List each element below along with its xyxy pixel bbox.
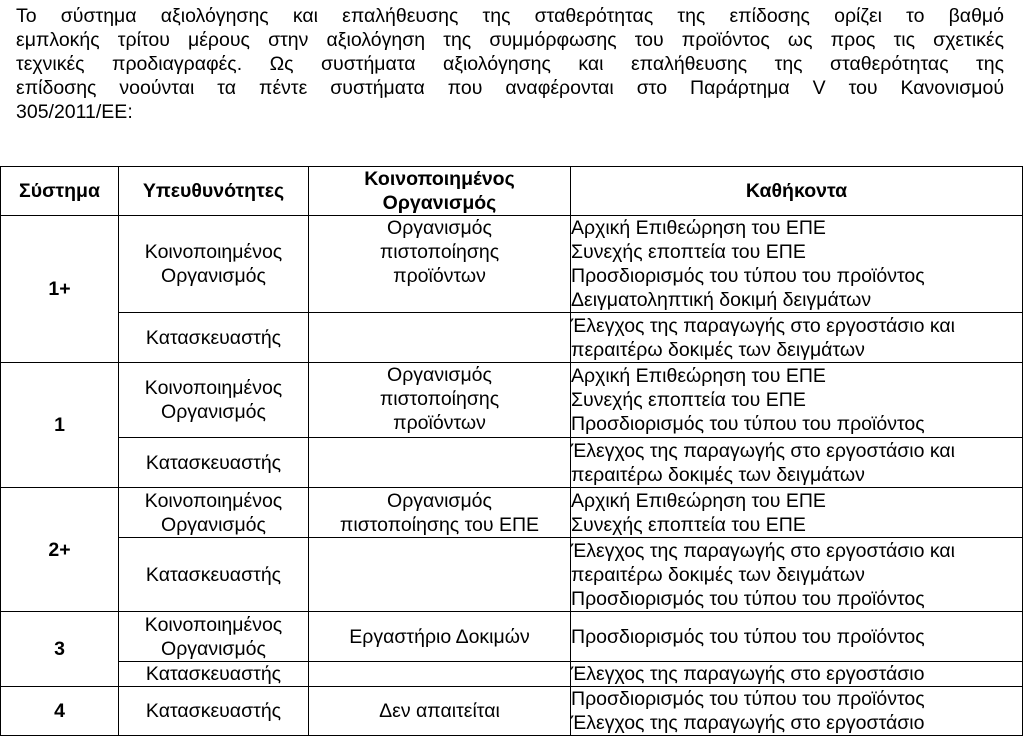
intro-line: 305/2011/ΕΕ: [16,101,133,123]
notified-body-cell [309,687,571,736]
tasks-cell [571,216,1023,313]
table-body [1,216,1023,736]
table-row [1,313,1023,363]
tasks-cell [571,488,1023,538]
notified-body-line: προϊόντων [393,265,486,287]
task-line: Αρχική Επιθεώρηση του ΕΠΕ [571,217,826,239]
task-line: Έλεγχος της παραγωγής στο εργοστάσιο [571,712,925,734]
responsibility-line: Κατασκευαστής [145,663,282,685]
tasks-cell [571,363,1023,438]
tasks-cell [571,662,1023,687]
notified-body-line: Εργαστήριο Δοκιμών [349,625,530,648]
task-line: περαιτέρω δοκιμές των δειγμάτων [571,563,865,586]
system-cell: 3 [1,612,119,687]
responsibility-cell [119,438,309,488]
task-line: Αρχική Επιθεώρηση του ΕΠΕ [571,489,826,512]
notified-body-cell [309,216,571,313]
task-line: Προσδιορισμός του τύπου του προϊόντος [571,625,925,648]
notified-body-line: Δεν απαιτείται [379,700,500,722]
notified-body-cell [309,662,571,687]
table-row [1,687,1023,736]
task-line: Προσδιορισμός του τύπου του προϊόντος [571,688,925,710]
system-cell: 4 [1,687,119,736]
notified-body-cell [309,313,571,363]
task-line: Προσδιορισμός του τύπου του προϊόντος [571,587,925,610]
intro-line: τεχνικές προδιαγραφές. Ως συστήματα αξιολόγησης και επαλήθευσης της σταθερότητας της [16,53,1004,75]
intro-line: εμπλοκής τρίτου μέρους στην αξιολόγηση της συμμόρφωσης του προϊόντος ως προς τις σχετικές [16,29,1004,51]
responsibility-cell [119,488,309,538]
systems-table [0,166,1023,736]
header-notified-body-line: Οργανισμός [382,192,497,214]
task-line: Συνεχής εποπτεία του ΕΠΕ [571,241,806,263]
notified-body-line: πιστοποίησης του ΕΠΕ [339,513,540,536]
task-line: Συνεχής εποπτεία του ΕΠΕ [571,389,806,411]
responsibility-line: Κατασκευαστής [145,326,282,349]
responsibility-line: Κοινοποιημένος [144,241,283,263]
table-row [1,438,1023,488]
task-line: Δειγματοληπτική δοκιμή δειγμάτων [571,289,872,311]
task-line: Προσδιορισμός του τύπου του προϊόντος [571,413,925,435]
responsibility-cell [119,538,309,612]
header-tasks: Καθήκοντα [571,167,1023,216]
responsibility-line: Οργανισμός [161,401,266,423]
notified-body-line: Οργανισμός [387,217,492,239]
table-row [1,662,1023,687]
table-header-row [1,167,1023,216]
system-cell: 2+ [1,488,119,612]
tasks-cell [571,687,1023,736]
tasks-cell [571,538,1023,612]
responsibility-line: Κατασκευαστής [145,700,282,722]
table-row [1,363,1023,438]
responsibility-line: Κατασκευαστής [145,451,282,474]
task-line: Έλεγχος της παραγωγής στο εργοστάσιο [571,663,925,685]
system-cell: 1 [1,363,119,488]
notified-body-cell [309,363,571,438]
task-line: Έλεγχος της παραγωγής στο εργοστάσιο και [571,539,956,562]
notified-body-cell [309,538,571,612]
task-line: Έλεγχος της παραγωγής στο εργοστάσιο και [571,439,956,462]
table-row [1,488,1023,538]
responsibility-line: Οργανισμός [161,513,266,536]
header-notified-body-line: Κοινοποιημένος [364,168,515,190]
intro-line: Το σύστημα αξιολόγησης και επαλήθευσης της σταθερότητας της επίδοσης ορίζει το βαθμό [16,5,1004,27]
notified-body-line: πιστοποίησης [379,241,500,263]
responsibility-line: Κοινοποιημένος [144,489,283,512]
responsibility-cell [119,662,309,687]
notified-body-cell [309,488,571,538]
task-line: Συνεχής εποπτεία του ΕΠΕ [571,513,806,536]
header-responsibilities: Υπευθυνότητες [119,167,309,216]
responsibility-line: Οργανισμός [161,265,266,287]
header-notified-body [309,167,571,216]
notified-body-line: Οργανισμός [387,364,492,386]
responsibility-line: Κοινοποιημένος [144,377,283,399]
table-row [1,538,1023,612]
system-cell: 1+ [1,216,119,363]
header-system: Σύστημα [1,167,119,216]
notified-body-cell [309,612,571,662]
task-line: Αρχική Επιθεώρηση του ΕΠΕ [571,365,826,387]
task-line: περαιτέρω δοκιμές των δειγμάτων [571,338,865,361]
responsibility-cell [119,216,309,313]
notified-body-line: Οργανισμός [387,489,492,512]
tasks-cell [571,612,1023,662]
responsibility-cell [119,363,309,438]
task-line: Προσδιορισμός του τύπου του προϊόντος [571,265,925,287]
table-row [1,216,1023,313]
intro-line: επίδοσης νοούνται τα πέντε συστήματα που αναφέρονται στο Παράρτημα V του Κανονισμού [16,77,1004,99]
task-line: περαιτέρω δοκιμές των δειγμάτων [571,463,865,486]
tasks-cell [571,438,1023,488]
responsibility-cell [119,313,309,363]
task-line: Έλεγχος της παραγωγής στο εργοστάσιο και [571,314,956,337]
table-row [1,612,1023,662]
intro-paragraph [16,4,1010,124]
responsibility-line: Οργανισμός [161,637,266,660]
responsibility-cell [119,612,309,662]
tasks-cell [571,313,1023,363]
notified-body-line: πιστοποίησης [379,388,500,410]
notified-body-line: προϊόντων [393,412,486,434]
responsibility-cell [119,687,309,736]
responsibility-line: Κατασκευαστής [145,563,282,586]
notified-body-cell [309,438,571,488]
responsibility-line: Κοινοποιημένος [144,613,283,636]
